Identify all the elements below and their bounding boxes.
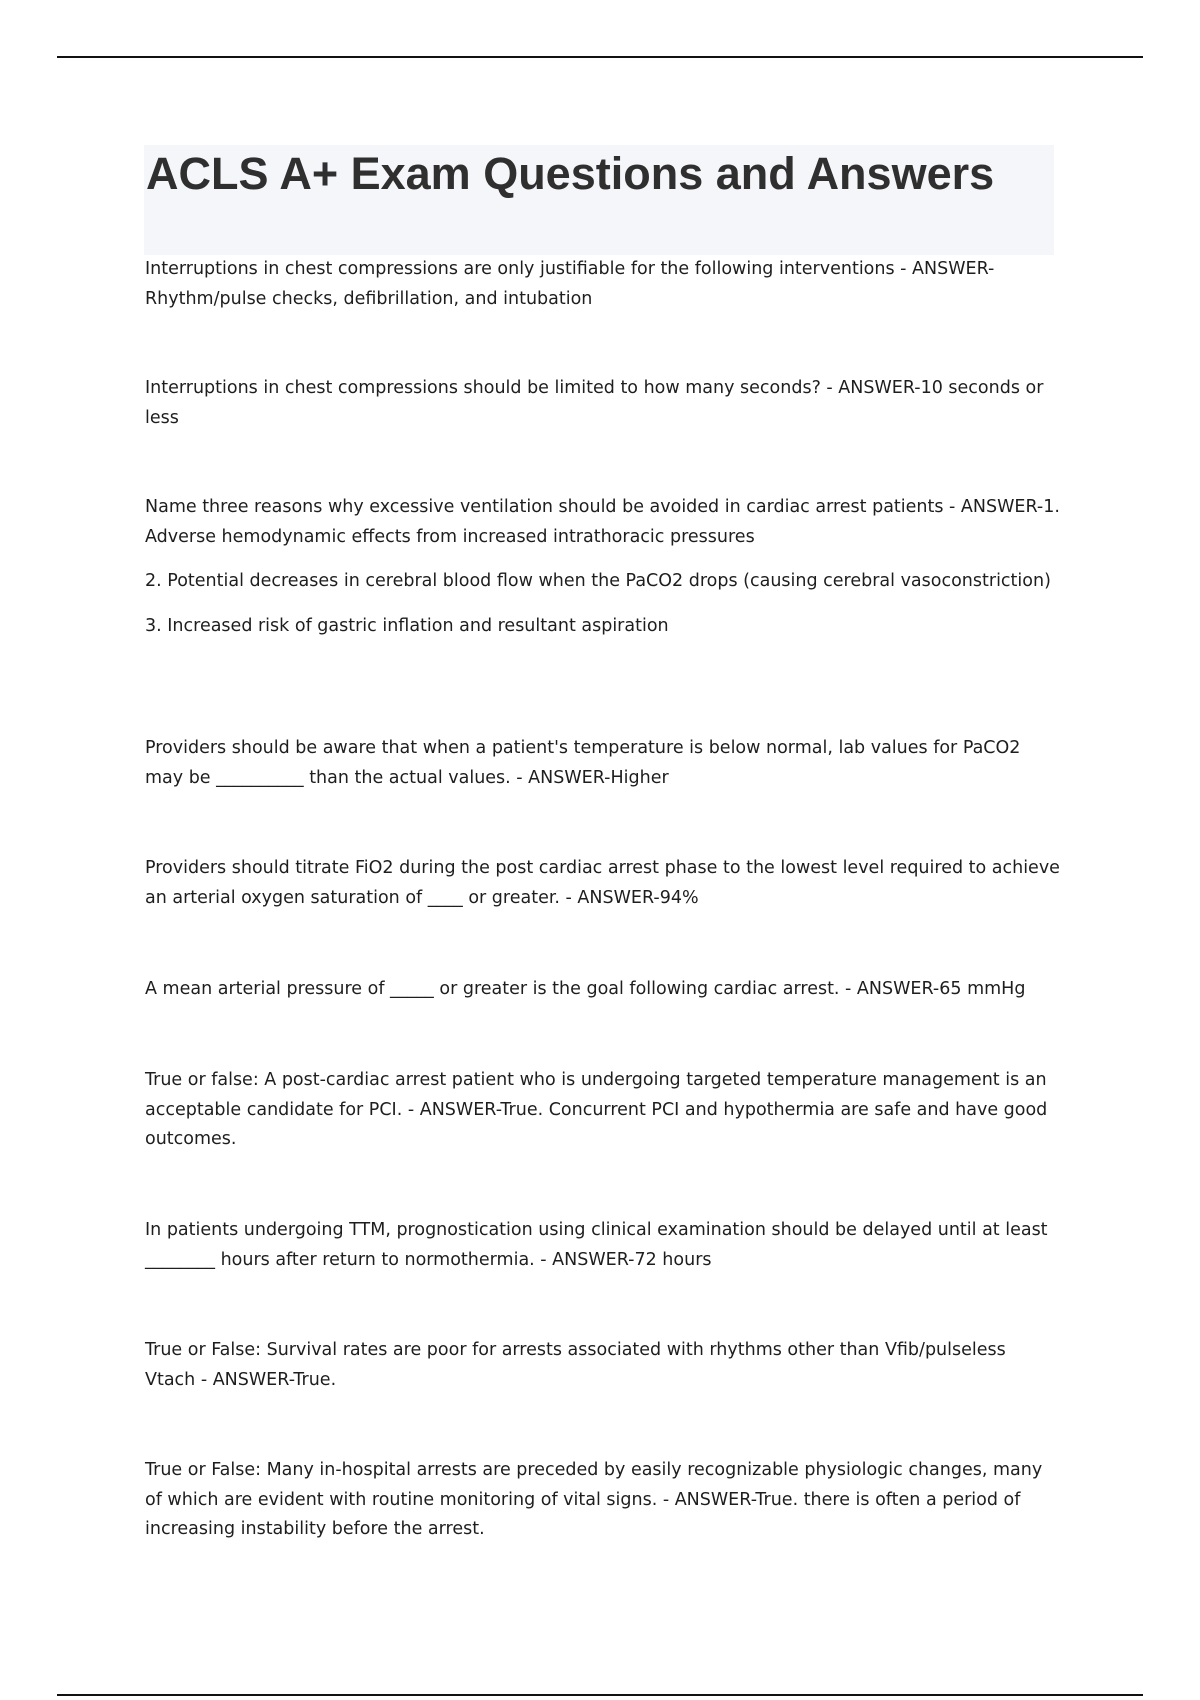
qa-text: True or False: Many in-hospital arrests are preceded by easily recognizable physiologic changes, many of which are evident with routine monitoring of vital signs. - ANSWER-True. there is often a period of increasing instability before the arrest. [145, 1460, 1043, 1539]
qa-text: Providers should titrate FiO2 during the post cardiac arrest phase to the lowest level required to achieve an arterial oxygen saturation of ____ or greater. - ANSWER-94% [145, 858, 1060, 908]
qa-item-8 [145, 1216, 1060, 1275]
qa-text: Interruptions in chest compressions should be limited to how many seconds? - ANSWER-10 seconds or less [145, 378, 1044, 428]
qa-item-4 [145, 734, 1060, 793]
qa-item-3 [145, 493, 1060, 641]
qa-item-6 [145, 975, 1060, 1005]
top-rule [57, 56, 1143, 58]
qa-text: A mean arterial pressure of _____ or greater is the goal following cardiac arrest. - ANSWER-65 mmHg [145, 979, 1026, 999]
qa-item-10 [145, 1456, 1060, 1545]
qa-item-2 [145, 374, 1060, 433]
qa-text: Interruptions in chest compressions are only justifiable for the following interventions - ANSWER-Rhythm/pulse checks, defibrillation, and intubation [145, 259, 995, 309]
qa-item-1 [145, 255, 1060, 314]
qa-text: True or False: Survival rates are poor for arrests associated with rhythms other than Vfib/pulseless Vtach - ANSWER-True. [145, 1340, 1006, 1390]
qa-item-5 [145, 854, 1060, 913]
qa-text: Name three reasons why excessive ventilation should be avoided in cardiac arrest patients - ANSWER-1. Adverse hemodynamic effects from increased intrathoracic pressures [145, 497, 1060, 547]
bottom-rule [57, 1694, 1143, 1696]
qa-text: 3. Increased risk of gastric inflation and resultant aspiration [145, 615, 669, 636]
qa-text: 2. Potential decreases in cerebral blood flow when the PaCO2 drops (causing cerebral vasoconstriction) [145, 571, 1051, 591]
qa-text: Providers should be aware that when a patient's temperature is below normal, lab values for PaCO2 may be __________ than the actual values. - ANSWER-Higher [145, 738, 1021, 788]
qa-text: True or false: A post-cardiac arrest patient who is undergoing targeted temperature management is an acceptable candidate for PCI. - ANSWER-True. Concurrent PCI and hypothermia are safe and have good outcomes. [145, 1070, 1048, 1149]
qa-item-7 [145, 1066, 1060, 1155]
qa-text: In patients undergoing TTM, prognostication using clinical examination should be delayed until at least ________ hours after return to normothermia. - ANSWER-72 hours [145, 1220, 1048, 1270]
document-title: ACLS A+ Exam Questions and Answers [146, 148, 995, 199]
qa-item-9 [145, 1336, 1060, 1395]
